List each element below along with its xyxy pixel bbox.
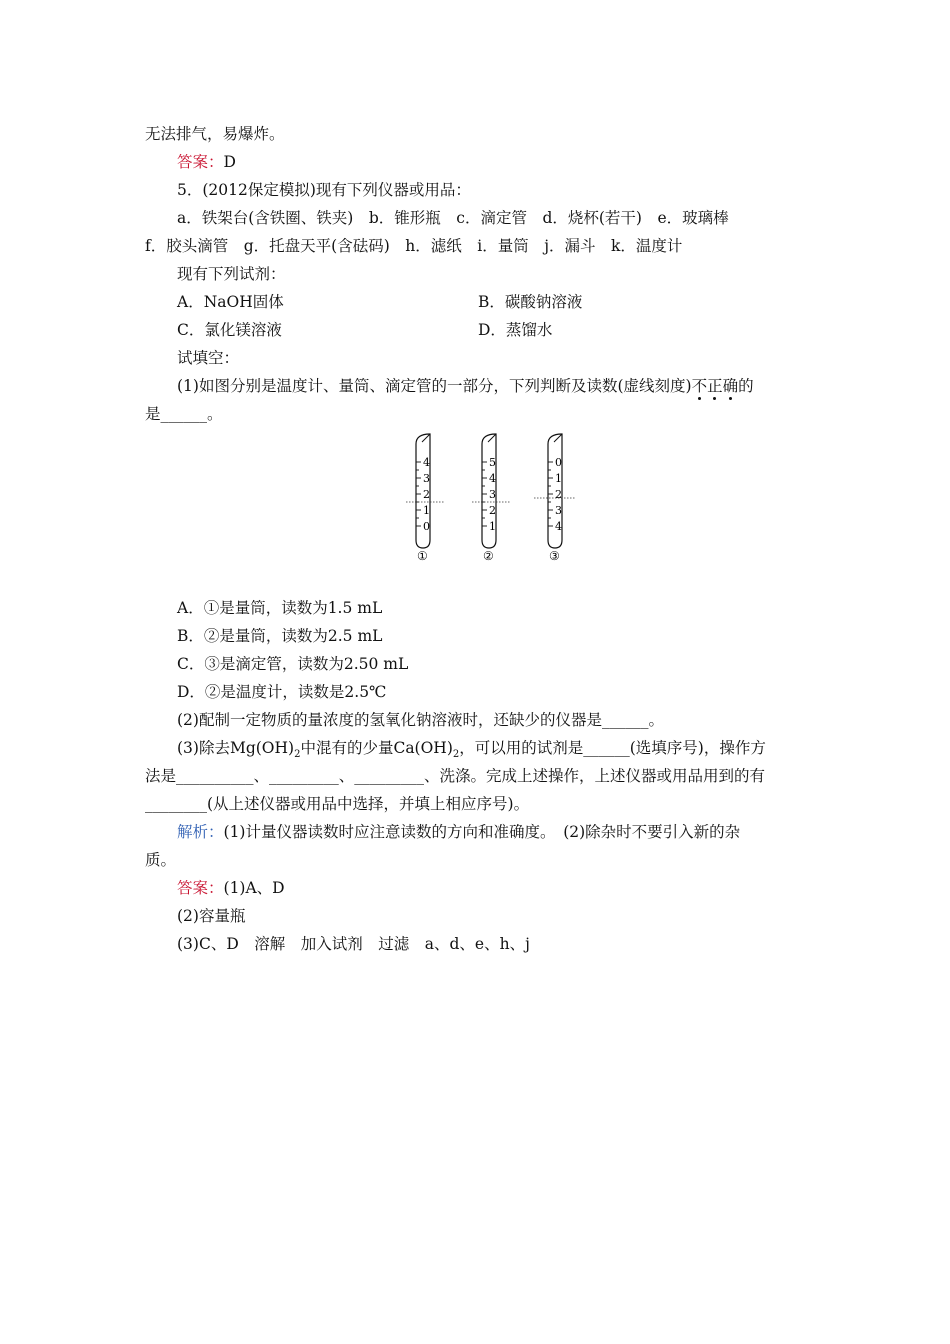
answer-value: (1)A、D: [223, 879, 285, 897]
part-3-line-3: ________(从上述仪器或用品中选择，并填上相应序号)。: [145, 795, 530, 813]
reagent-d: D．蒸馏水: [478, 321, 553, 339]
answer-part-3: (3)C、D 溶解 加入试剂 过滤 a、d、e、h、j: [177, 935, 530, 953]
emphasis-char: 不: [691, 377, 708, 395]
subscript: 2: [452, 749, 460, 761]
part-1-line-1: [177, 376, 754, 396]
part-3-text: ，可以用的试剂是______(选填序号)，操作方: [459, 739, 766, 757]
tube-1-label: 3: [423, 472, 430, 485]
tube-3-label: 4: [555, 520, 562, 533]
reagents-intro: 现有下列试剂：: [177, 265, 286, 283]
option-c: C．③是滴定管，读数为2.50 mL: [177, 655, 409, 673]
tube-2-label: 2: [489, 504, 496, 517]
instrument-figure: [400, 432, 590, 562]
tube-2: [472, 434, 510, 562]
tube-2-caption: ②: [483, 549, 494, 562]
reagent-c: C．氯化镁溶液: [177, 321, 282, 339]
tube-3-label: 1: [555, 472, 562, 485]
option-b: B．②是量筒，读数为2.5 mL: [177, 627, 383, 645]
answer-label: 答案：: [177, 153, 224, 171]
part-1-line-2: 是______。: [145, 405, 223, 423]
tube-3-caption: ③: [549, 549, 560, 562]
answer-part-2: (2)容量瓶: [177, 907, 246, 925]
tube-3-label: 2: [555, 488, 562, 501]
part-1-text-end: 的: [738, 377, 754, 395]
question-5: 5．(2012保定模拟)现有下列仪器或用品：: [177, 181, 471, 199]
emphasis-char: 确: [722, 377, 739, 395]
tube-2-label: 4: [489, 472, 496, 485]
instrument-list-2: f．胶头滴管 g．托盘天平(含砝码) h．滤纸 i．量筒 j．漏斗 k．温度计: [145, 237, 683, 255]
part-3-text: (3)除去Mg(OH): [177, 739, 295, 757]
tube-3-label: 0: [555, 456, 562, 469]
tube-2-label: 3: [489, 488, 496, 501]
answer-label: 答案：: [177, 879, 224, 897]
emphasis-char: 正: [707, 377, 723, 395]
answer-line: [177, 152, 236, 172]
part-1-text: (1)如图分别是温度计、量筒、滴定管的一部分，下列判断及读数(虚线刻度): [177, 377, 692, 395]
tube-3-label: 3: [555, 504, 562, 517]
tube-1-label: 2: [423, 488, 430, 501]
analysis-line-2: 质。: [145, 851, 177, 869]
analysis-line: [177, 822, 740, 842]
tube-2-label: 1: [489, 520, 496, 533]
tube-1: [406, 434, 444, 562]
tube-1-caption: ①: [417, 549, 428, 562]
tube-3: [534, 434, 576, 562]
reagent-a: A．NaOH固体: [177, 293, 284, 311]
subscript: 2: [294, 749, 301, 761]
option-a: A．①是量筒，读数为1.5 mL: [177, 599, 383, 617]
tube-1-label: 1: [423, 504, 430, 517]
tube-2-label: 5: [489, 456, 496, 469]
tube-1-label: 4: [423, 456, 430, 469]
tube-1-label: 0: [423, 520, 430, 533]
part-3-text: 中混有的少量Ca(OH): [300, 739, 453, 757]
part-3-line-2: 法是__________、_________、_________、洗涤。完成上述操作，上述仪器或用品用到的有: [145, 767, 766, 785]
answer-line-2: [177, 878, 285, 898]
part-2: (2)配制一定物质的量浓度的氢氧化钠溶液时，还缺少的仪器是______。: [177, 711, 664, 729]
fill-prompt: 试填空：: [177, 349, 240, 367]
answer-value: D: [223, 153, 236, 171]
analysis-label: 解析：: [177, 823, 224, 841]
text-line: 无法排气，易爆炸。: [145, 125, 285, 143]
part-3-line-1: [177, 738, 766, 765]
option-d: D．②是温度计，读数是2.5℃: [177, 683, 387, 701]
instrument-list-1: a．铁架台(含铁圈、铁夹) b．锥形瓶 c．滴定管 d．烧杯(若干) e．玻璃棒: [177, 209, 729, 227]
reagent-b: B．碳酸钠溶液: [478, 293, 583, 311]
analysis-text: (1)计量仪器读数时应注意读数的方向和准确度。 (2)除杂时不要引入新的杂: [223, 823, 741, 841]
